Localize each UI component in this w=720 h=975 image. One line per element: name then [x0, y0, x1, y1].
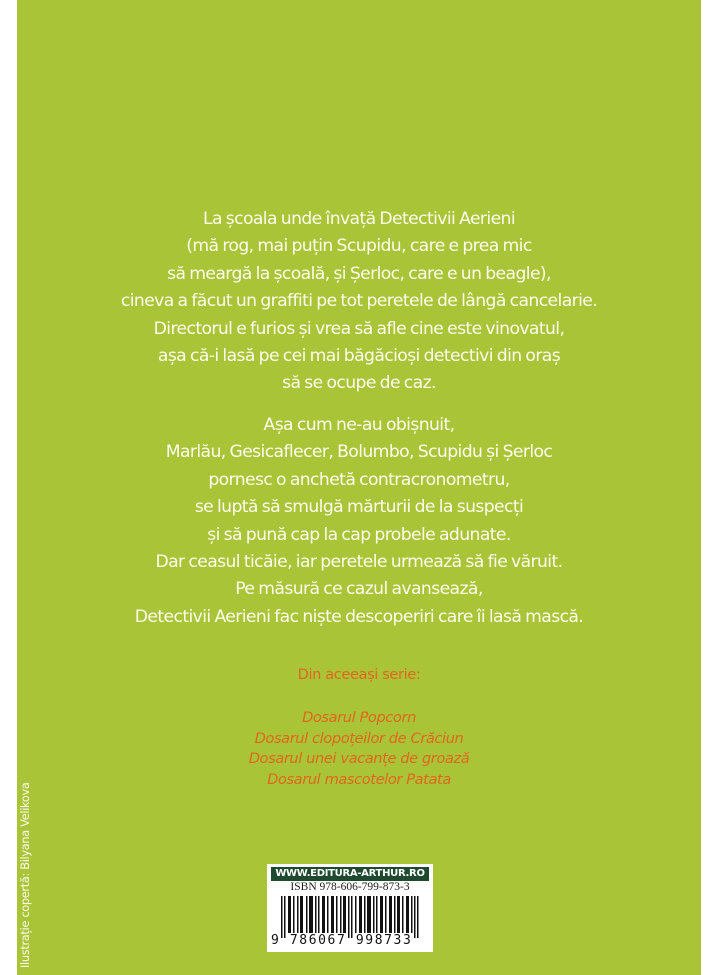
blurb-line: Detectivii Aerieni fac niște descoperiri care îi lasă mască.	[134, 606, 584, 627]
blurb-line: Pe măsură ce cazul avansează,	[235, 579, 483, 600]
series-item: Dosarul unei vacanțe de groază	[248, 750, 470, 767]
series-item: Dosarul mascotelor Patata	[267, 770, 451, 788]
blurb-line: Marlău, Gesicaflecer, Bolumbo, Scupidu și Șerloc	[165, 442, 553, 463]
blurb-line: se luptă să smulgă mărturii de la suspecți	[194, 497, 524, 518]
blurb-line: și să pună cap la cap probele adunate.	[207, 524, 511, 545]
barcode-bars-icon	[281, 896, 419, 938]
blurb-line: să se ocupe de caz.	[282, 373, 436, 394]
isbn-label: ISBN 978-606-799-873-3	[290, 881, 410, 893]
barcode-box	[267, 864, 433, 952]
blurb-line: (mă rog, mai puțin Scupidu, care e prea mic	[186, 236, 532, 257]
blurb-line: așa că-i lasă pe cei mai băgăcioși detectivi din oraș	[157, 345, 561, 366]
blurb-paragraph-1	[17, 206, 701, 398]
blurb-line: să meargă la școală, și Șerloc, care e un beagle),	[167, 263, 551, 284]
blurb-line: Directorul e furios și vrea să afle cine este vinovatul,	[153, 318, 565, 339]
illustration-credit: Ilustrație copertă: Bilyana Velikova	[19, 782, 32, 968]
barcode-digits: 9 786067 998733	[271, 933, 413, 948]
series-item: Dosarul clopoțeilor de Crăciun	[254, 729, 464, 747]
blurb-paragraph-2	[17, 412, 701, 631]
series-list	[17, 708, 701, 790]
blurb-line: cineva a făcut un graffiti pe tot peretele de lângă cancelarie.	[120, 291, 598, 312]
blurb-line: Dar ceasul ticăie, iar peretele urmează să fie văruit.	[155, 551, 563, 572]
blurb-line: La școala unde învață Detectivii Aerieni	[202, 209, 516, 229]
back-cover	[17, 0, 701, 975]
series-item: Dosarul Popcorn	[302, 709, 416, 726]
publisher-website: WWW.EDITURA-ARTHUR.RO	[271, 867, 429, 881]
blurb-line: Așa cum ne-au obișnuit,	[263, 415, 455, 435]
series-title: Din aceeași serie:	[297, 666, 421, 683]
blurb-line: pornesc o anchetă contracronometru,	[208, 469, 510, 490]
